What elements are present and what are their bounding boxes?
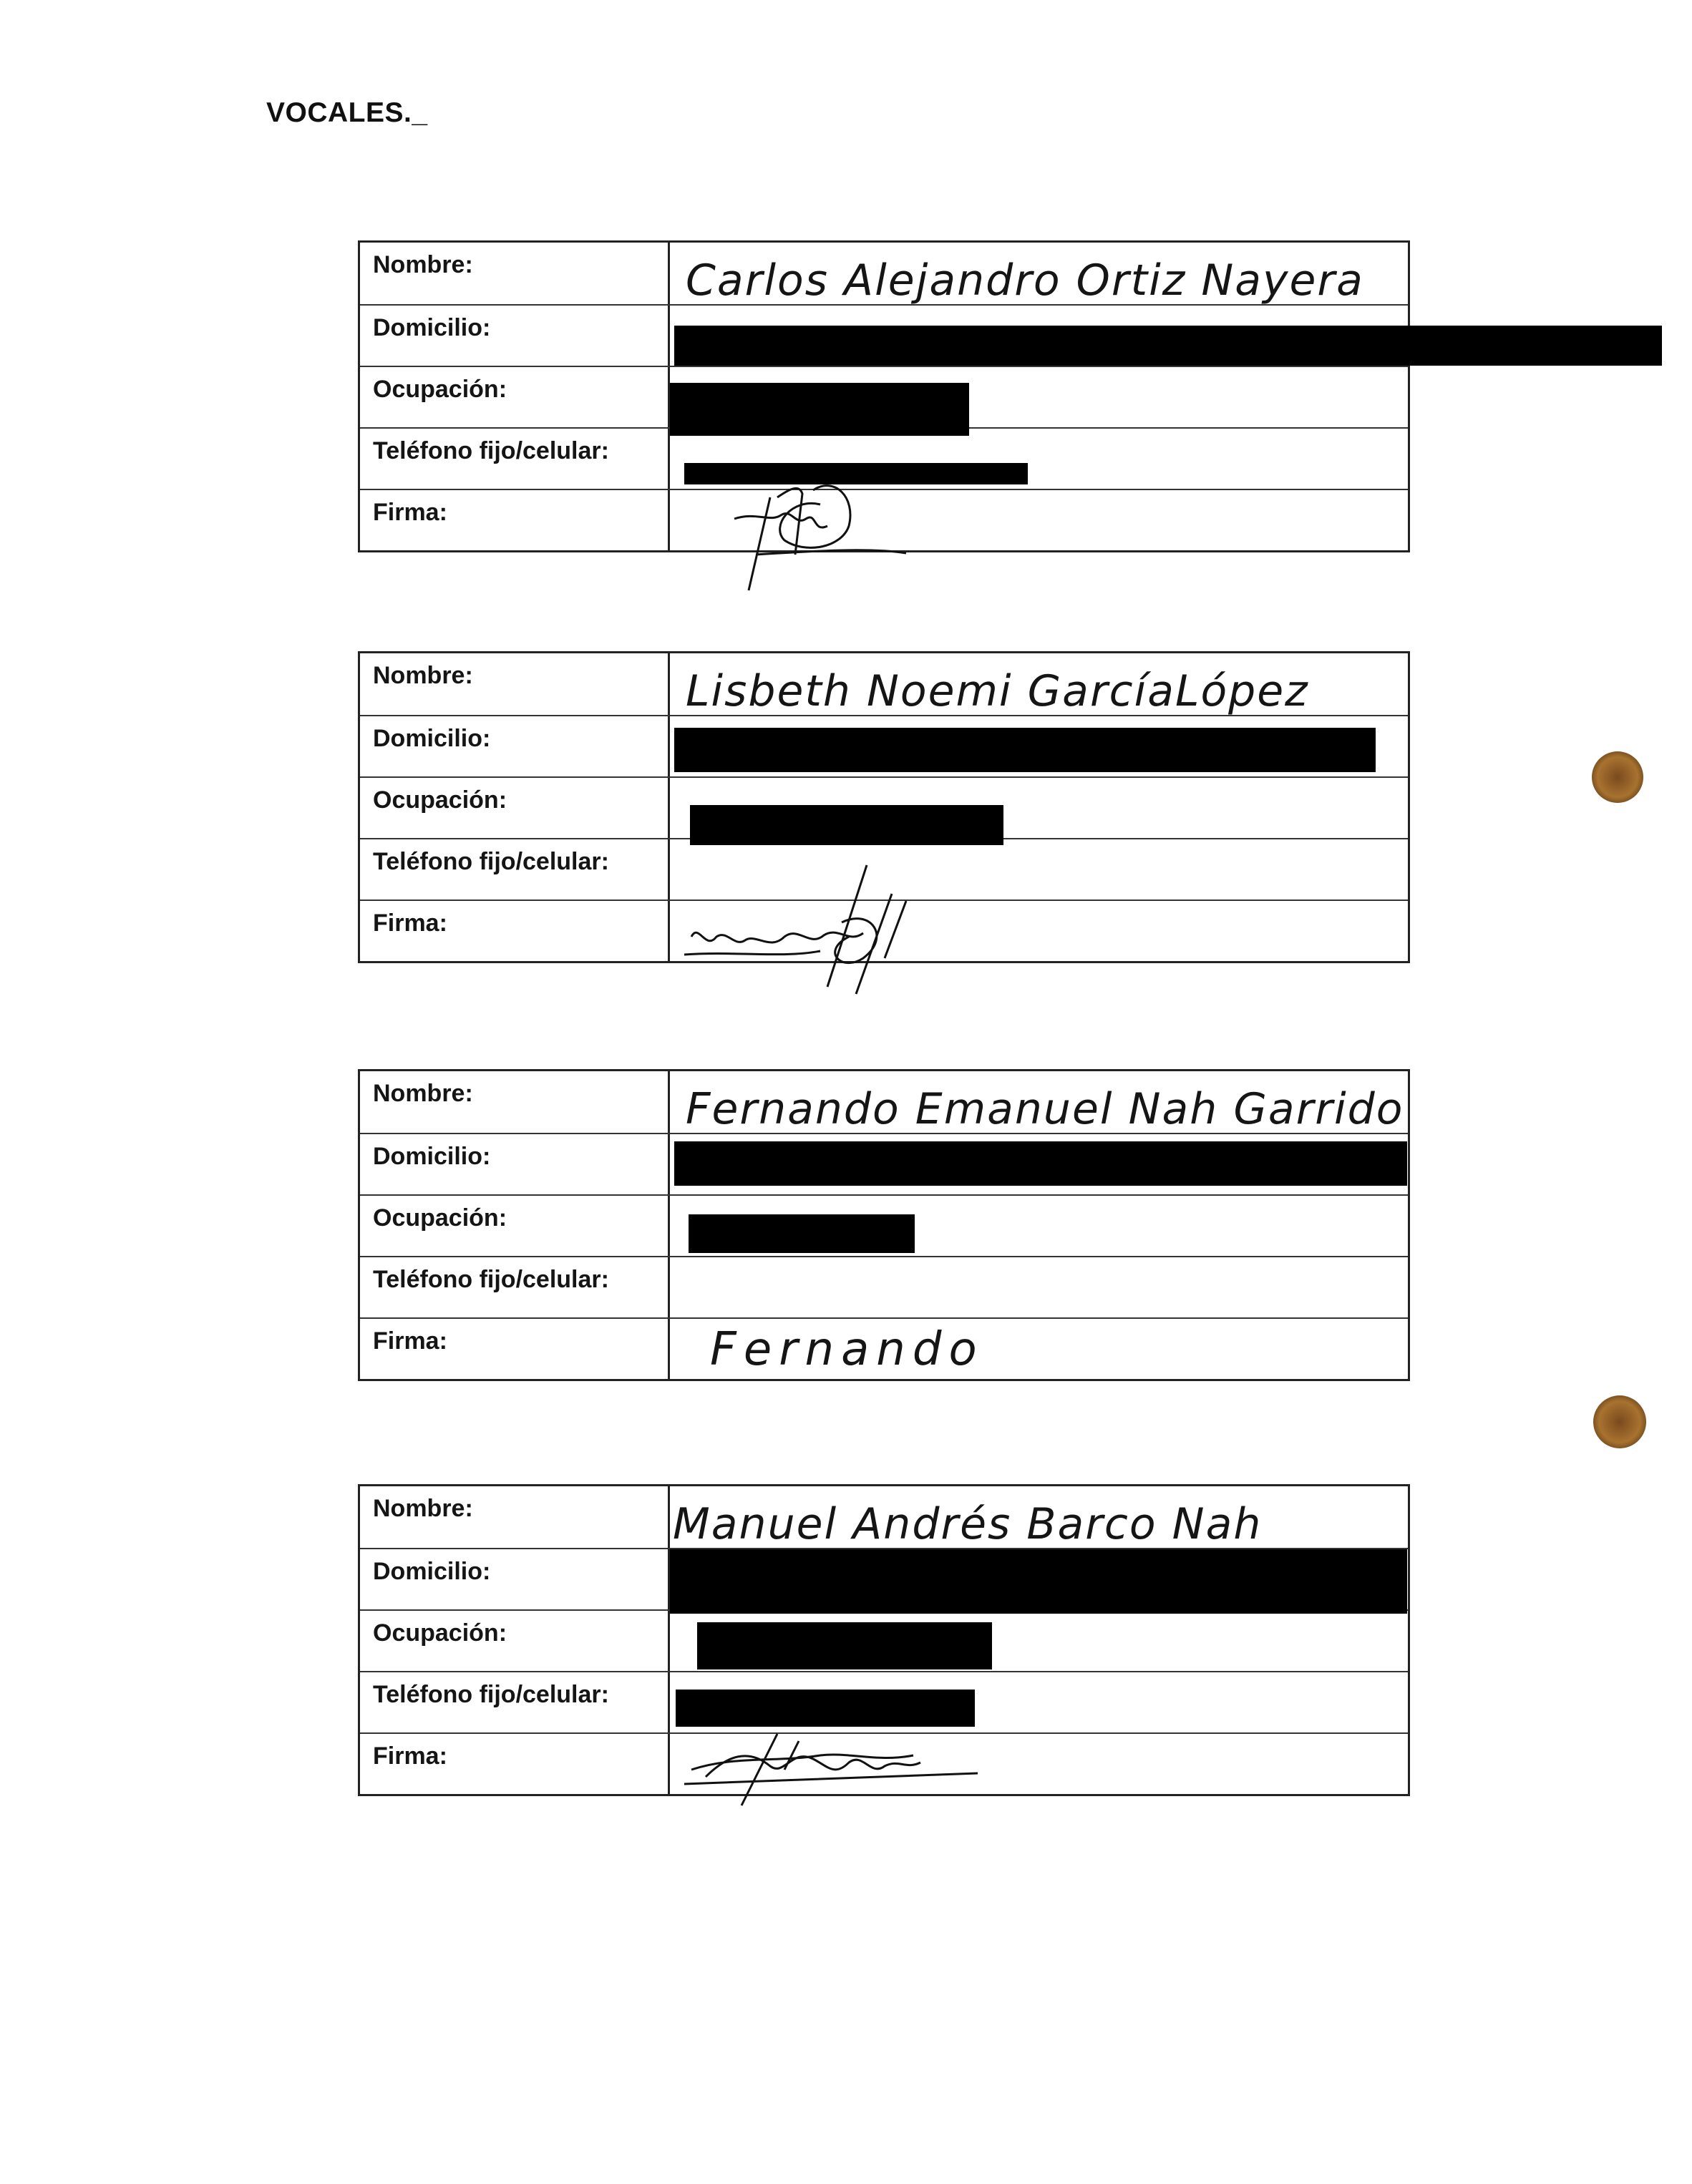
redaction-bar	[670, 1549, 1407, 1614]
name-value: Manuel Andrés Barco Nah	[673, 1499, 1263, 1549]
address-field	[670, 1549, 1408, 1609]
name-row	[360, 1071, 1408, 1133]
occupation-field	[670, 367, 1408, 427]
phone-label: Teléfono fijo/celular:	[360, 1672, 670, 1732]
address-field	[670, 306, 1408, 366]
section-heading: VOCALES._	[266, 97, 428, 128]
signature-row	[360, 489, 1408, 550]
signature-label: Firma:	[360, 1319, 670, 1379]
signature-label: Firma:	[360, 490, 670, 550]
signature-row	[360, 1317, 1408, 1379]
signature-value: Fernando	[710, 1323, 984, 1376]
name-value: Carlos Alejandro Ortiz Nayera	[686, 255, 1364, 306]
redaction-bar	[670, 383, 969, 436]
redaction-bar	[676, 1690, 975, 1727]
phone-label: Teléfono fijo/celular:	[360, 839, 670, 900]
phone-field	[670, 1672, 1408, 1732]
phone-field	[670, 1257, 1408, 1317]
redaction-bar	[674, 728, 1376, 772]
occupation-field	[670, 1611, 1408, 1671]
signature-field	[670, 490, 1408, 550]
occupation-field	[670, 1196, 1408, 1256]
signature-row	[360, 900, 1408, 961]
address-row	[360, 1548, 1408, 1609]
occupation-label: Ocupación:	[360, 778, 670, 838]
member-form-4	[358, 1484, 1410, 1796]
redaction-bar	[674, 326, 1662, 366]
name-value: Fernando Emanuel Nah Garrido	[686, 1084, 1404, 1134]
occupation-row	[360, 1194, 1408, 1256]
signature-field	[670, 1734, 1408, 1794]
phone-label: Teléfono fijo/celular:	[360, 429, 670, 489]
handwritten-signature	[677, 851, 992, 1008]
member-form-3	[358, 1069, 1410, 1381]
name-label: Nombre:	[360, 243, 670, 304]
address-label: Domicilio:	[360, 716, 670, 776]
name-row	[360, 653, 1408, 715]
binder-hole-stain	[1593, 1395, 1646, 1448]
name-label: Nombre:	[360, 653, 670, 715]
name-label: Nombre:	[360, 1486, 670, 1548]
signature-field	[670, 1319, 1408, 1379]
member-form-1	[358, 240, 1410, 552]
handwritten-signature	[727, 469, 956, 598]
redaction-bar	[689, 1214, 915, 1253]
name-field	[670, 1071, 1408, 1133]
occupation-row	[360, 1609, 1408, 1671]
signature-field	[670, 901, 1408, 961]
address-row	[360, 1133, 1408, 1194]
binder-hole-stain	[1592, 751, 1643, 803]
name-field	[670, 653, 1408, 715]
address-label: Domicilio:	[360, 1549, 670, 1609]
address-row	[360, 715, 1408, 776]
name-label: Nombre:	[360, 1071, 670, 1133]
signature-label: Firma:	[360, 901, 670, 961]
name-field	[670, 1486, 1408, 1548]
address-row	[360, 304, 1408, 366]
occupation-field	[670, 778, 1408, 838]
name-value: Lisbeth Noemi GarcíaLópez	[686, 666, 1309, 716]
handwritten-signature	[677, 1727, 1006, 1813]
name-row	[360, 243, 1408, 304]
member-form-2	[358, 651, 1410, 963]
address-label: Domicilio:	[360, 306, 670, 366]
signature-label: Firma:	[360, 1734, 670, 1794]
occupation-label: Ocupación:	[360, 1611, 670, 1671]
occupation-row	[360, 366, 1408, 427]
address-field	[670, 1134, 1408, 1194]
address-field	[670, 716, 1408, 776]
redaction-bar	[697, 1622, 992, 1669]
address-label: Domicilio:	[360, 1134, 670, 1194]
phone-label: Teléfono fijo/celular:	[360, 1257, 670, 1317]
occupation-label: Ocupación:	[360, 367, 670, 427]
signature-row	[360, 1732, 1408, 1794]
occupation-label: Ocupación:	[360, 1196, 670, 1256]
name-row	[360, 1486, 1408, 1548]
phone-row	[360, 1671, 1408, 1732]
occupation-row	[360, 776, 1408, 838]
redaction-bar	[674, 1141, 1407, 1186]
name-field	[670, 243, 1408, 304]
phone-row	[360, 1256, 1408, 1317]
